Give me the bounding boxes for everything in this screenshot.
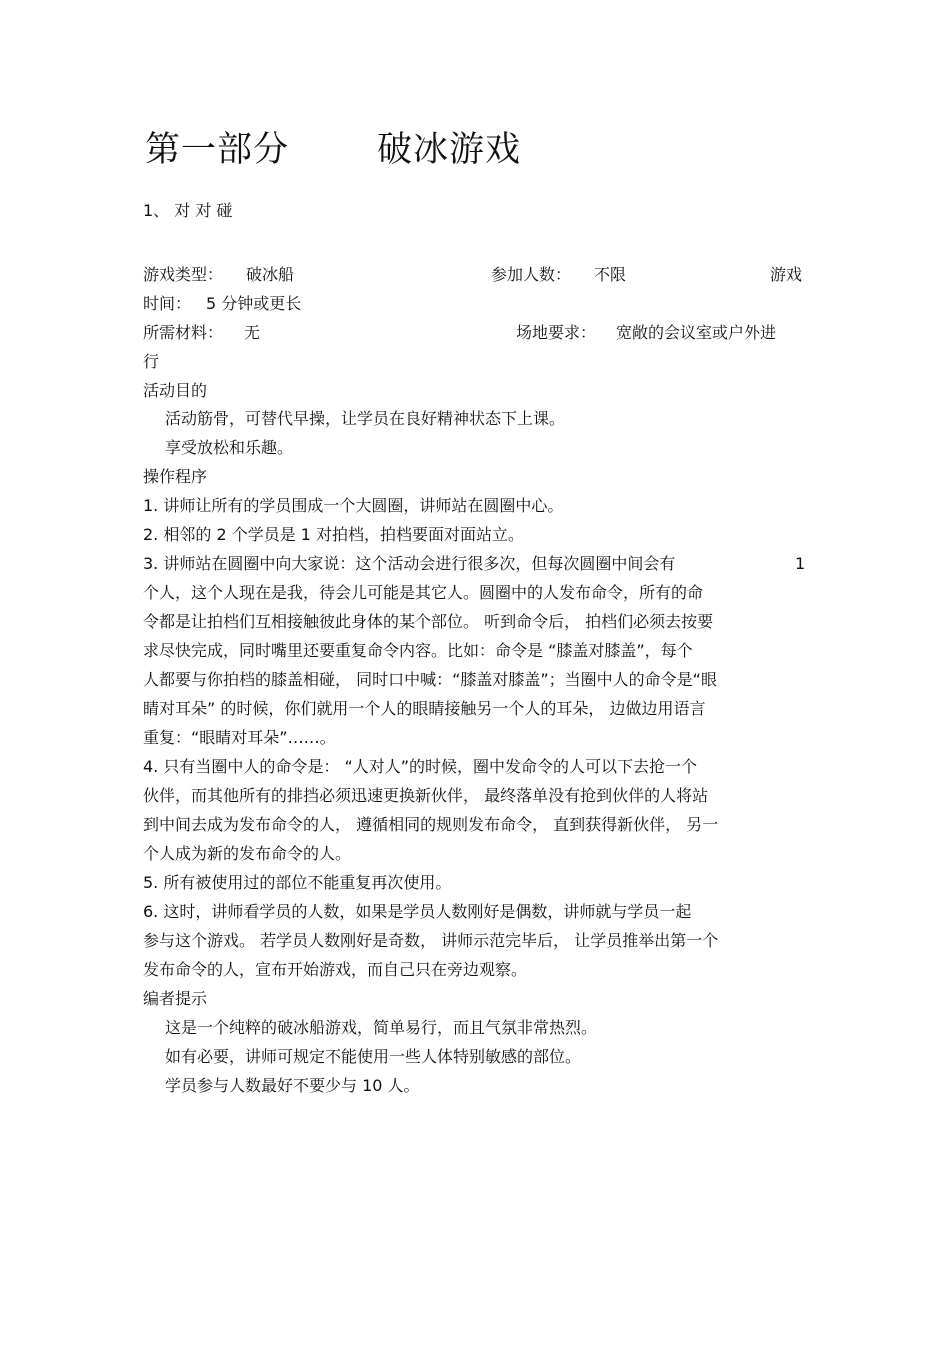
materials-value: 无 <box>244 323 261 342</box>
procedure-line: 个人成为新的发布命令的人。 <box>143 844 352 863</box>
procedure-line: 5. 所有被使用过的部位不能重复再次使用。 <box>143 873 452 892</box>
participants-value: 不限 <box>594 265 627 284</box>
notes-item: 这是一个纯粹的破冰船游戏，简单易行，而且气氛非常热烈。 <box>165 1018 598 1037</box>
procedure-line: 重复：“眼睛对耳朵”……。 <box>143 728 336 747</box>
purpose-heading: 活动目的 <box>143 381 208 400</box>
procedure-line: 伙伴，而其他所有的排挡必须迅速更换新伙伴， 最终落单没有抢到伙伴的人将站 <box>143 786 709 805</box>
procedure-line: 6. 这时，讲师看学员的人数，如果是学员人数刚好是偶数，讲师就与学员一起 <box>143 902 692 921</box>
procedure-line: 3. 讲师站在圆圈中向大家说：这个活动会进行很多次，但每次圆圈中间会有 <box>143 554 676 573</box>
procedure-line3-tail: 1 <box>795 554 806 573</box>
participants-label: 参加人数： <box>491 265 572 284</box>
notes-heading: 编者提示 <box>143 989 208 1008</box>
procedure-line: 令都是让拍档们互相接触彼此身体的某个部位。 听到命令后， 拍档们必须去按要 <box>143 612 714 631</box>
purpose-item: 享受放松和乐趣。 <box>165 438 294 457</box>
game-number: 1、 对 对 碰 <box>143 201 233 220</box>
procedure-line: 1. 讲师让所有的学员围成一个大圆圈，讲师站在圆圈中心。 <box>143 496 564 515</box>
notes-item: 如有必要，讲师可规定不能使用一些人体特别敏感的部位。 <box>165 1047 582 1066</box>
time-label-part1: 游戏 <box>770 265 803 284</box>
type-value: 破冰船 <box>246 265 295 284</box>
procedure-line: 人都要与你拍档的膝盖相碰， 同时口中喊：“膝盖对膝盖”；当圈中人的命令是“眼 <box>143 670 717 689</box>
notes-item: 学员参与人数最好不要少与 10 人。 <box>165 1076 420 1095</box>
procedure-line: 到中间去成为发布命令的人， 遵循相同的规则发布命令， 直到获得新伙伴， 另一 <box>143 815 719 834</box>
title-name: 破冰游戏 <box>377 130 522 170</box>
procedure-line: 发布命令的人，宣布开始游戏，而自己只在旁边观察。 <box>143 960 528 979</box>
purpose-item: 活动筋骨，可替代早操，让学员在良好精神状态下上课。 <box>165 409 566 428</box>
procedure-line: 2. 相邻的 2 个学员是 1 对拍档，拍档要面对面站立。 <box>143 525 525 544</box>
procedure-line: 4. 只有当圈中人的命令是： “人对人”的时候，圈中发命令的人可以下去抢一个 <box>143 757 698 776</box>
procedure-line: 睛对耳朵” 的时候，你们就用一个人的眼睛接触另一个人的耳朵， 边做边用语言 <box>143 699 706 718</box>
materials-label: 所需材料： <box>143 323 224 342</box>
procedure-line: 求尽快完成，同时嘴里还要重复命令内容。比如：命令是 “膝盖对膝盖”，每个 <box>143 641 693 660</box>
procedure-line: 个人，这个人现在是我，待会儿可能是其它人。圆圈中的人发布命令，所有的命 <box>143 583 704 602</box>
venue-value-line1: 宽敞的会议室或户外进 <box>616 323 777 342</box>
time-label-part2: 时间： <box>143 294 192 313</box>
type-label: 游戏类型： <box>143 265 224 284</box>
venue-value-line2: 行 <box>143 352 160 371</box>
procedure-heading: 操作程序 <box>143 467 208 486</box>
procedure-line: 参与这个游戏。 若学员人数刚好是奇数， 讲师示范完毕后， 让学员推举出第一个 <box>143 931 719 950</box>
time-value: 5 分钟或更长 <box>206 294 302 313</box>
title-part: 第一部分 <box>145 130 290 170</box>
venue-label: 场地要求： <box>516 323 597 342</box>
page-title <box>145 122 522 172</box>
